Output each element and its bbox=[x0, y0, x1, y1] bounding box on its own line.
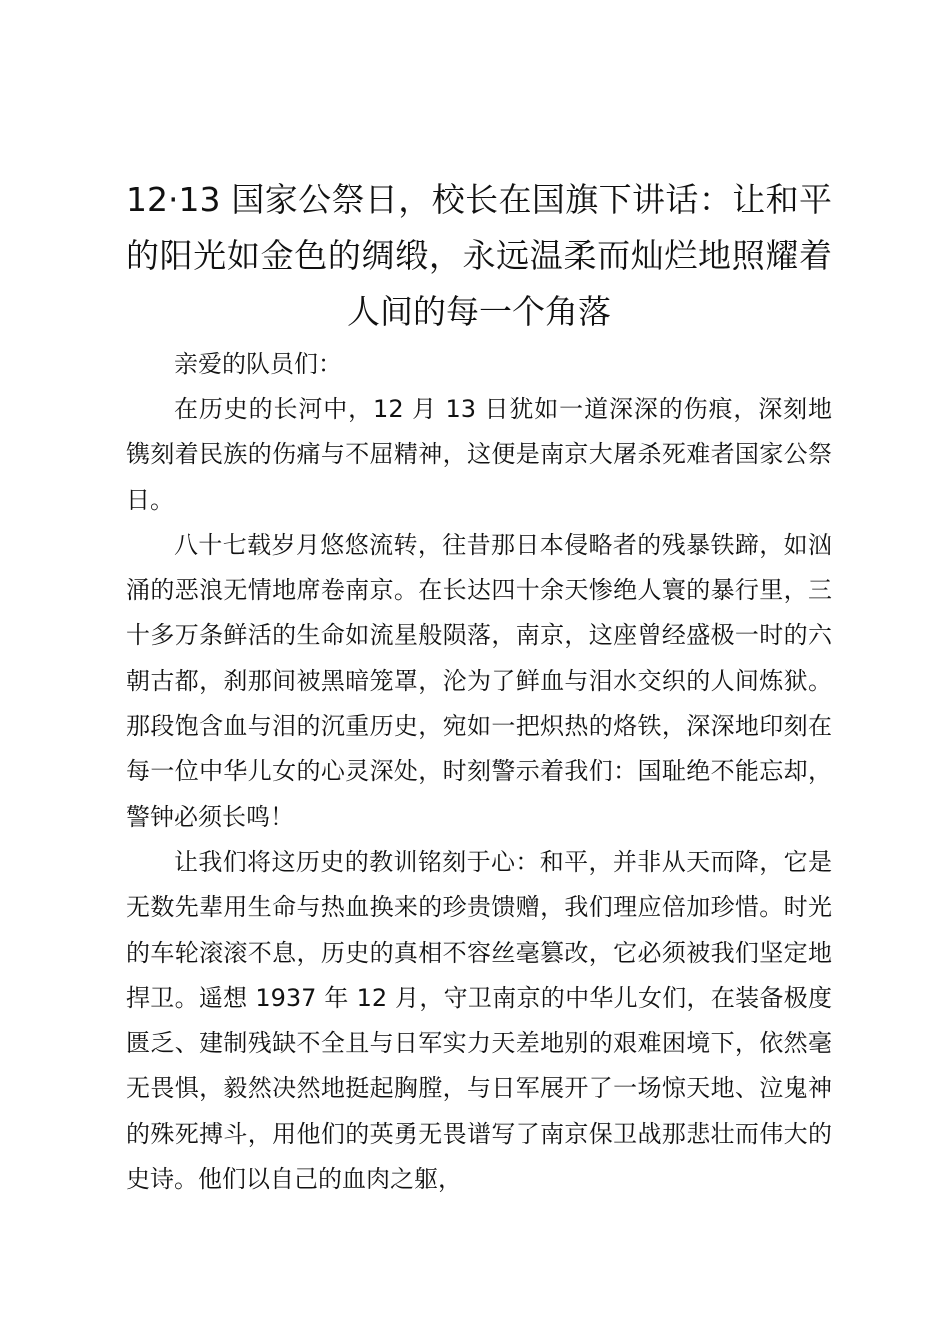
document-content bbox=[126, 172, 832, 1202]
paragraph-2: 八十七载岁月悠悠流转，往昔那日本侵略者的残暴铁蹄，如汹涌的恶浪无情地席卷南京。在长达四十余天惨绝人寰的暴行里，三十多万条鲜活的生命如流星般陨落，南京，这座曾经盛极一时的六朝古都，刹那间被黑暗笼罩，沦为了鲜血与泪水交织的人间炼狱。那段饱含血与泪的沉重历史，宛如一把炽热的烙铁，深深地印刻在每一位中华儿女的心灵深处，时刻警示着我们：国耻绝不能忘却，警钟必须长鸣！ bbox=[126, 530, 832, 831]
document-body bbox=[126, 342, 832, 1202]
paragraph-3: 让我们将这历史的教训铭刻于心：和平，并非从天而降，它是无数先辈用生命与热血换来的珍贵馈赠，我们理应倍加珍惜。时光的车轮滚滚不息，历史的真相不容丝毫篡改，它必须被我们坚定地捍卫。遥想 1937 年 12 月，守卫南京的中华儿女们，在装备极度匮乏、建制残缺不全且与日军实力天差地别的艰难困境下，依然毫无畏惧，毅然决然地挺起胸膛，与日军展开了一场惊天地、泣鬼神的殊死搏斗，用他们的英勇无畏谱写了南京保卫战那悲壮而伟大的史诗。他们以自己的血肉之躯， bbox=[126, 847, 832, 1194]
salutation: 亲爱的队员们： bbox=[174, 350, 342, 378]
paragraph-1: 在历史的长河中，12 月 13 日犹如一道深深的伤痕，深刻地镌刻着民族的伤痛与不屈精神，这便是南京大屠杀死难者国家公祭日。 bbox=[126, 395, 832, 514]
document-title: 12·13 国家公祭日，校长在国旗下讲话：让和平的阳光如金色的绸缎，永远温柔而灿烂地照耀着人间的每一个角落 bbox=[126, 180, 832, 331]
